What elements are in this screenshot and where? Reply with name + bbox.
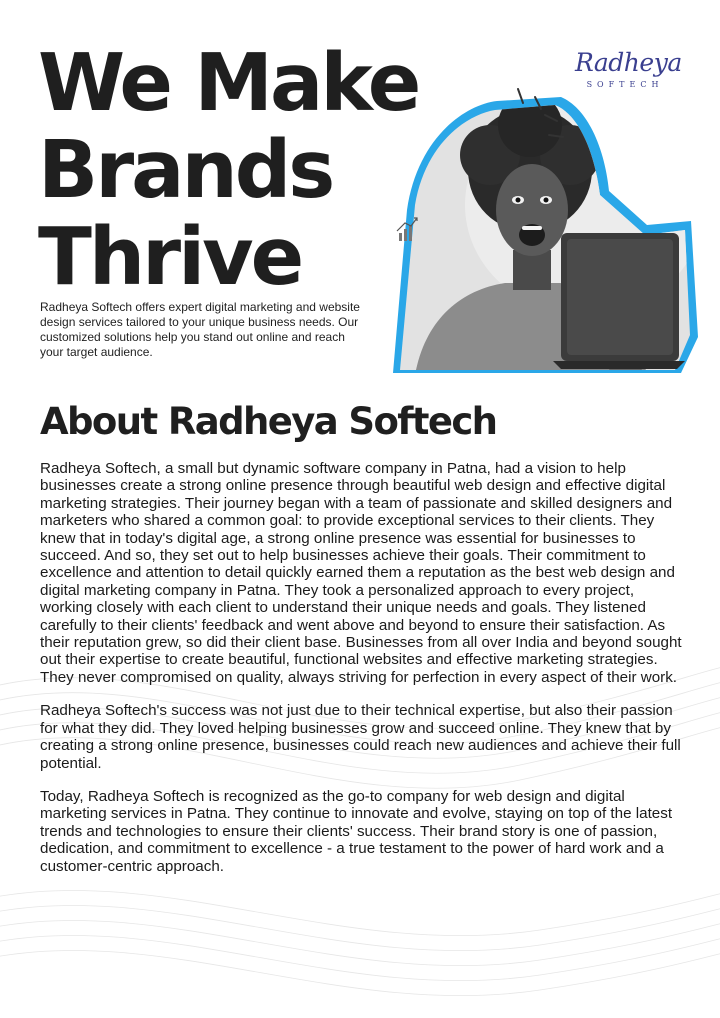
headline-line-1: We Make: [38, 37, 419, 129]
logo-subtitle: SOFTECH: [586, 80, 664, 89]
hero-illustration: [385, 85, 705, 375]
about-paragraph-1: Radheya Softech, a small but dynamic software company in Patna, had a vision to help businesses create a strong online presence through beautiful web design and effective digital marketing strategies. Their journey began with a team of passionate and skilled designers and marketers who shared a common goal: to provide exceptional services to their clients. They knew that in today's digital age, a strong online presence was essential for businesses to succeed. And so, they set out to help businesses achieve their goals. Their commitment to excellence and attention to detail quickly earned them a reputation as the best web design and digital marketing company in Patna. They took a personalized approach to every project, working closely with each client to understand their unique needs and goals. They listened carefully to their clients' feedback and went above and beyond to ensure their satisfaction. As their reputation grew, so did their client base. Businesses from all over India and beyond sought out their expertise to create beautiful, functional websites and effective marketing strategies. They never compromised on quality, always striving for perfection in every aspect of their work.: [40, 460, 682, 686]
laptop-shape: [553, 233, 685, 369]
about-body: [40, 460, 685, 891]
headline-line-3: Thrive: [38, 211, 302, 303]
headline-line-2: Brands: [38, 124, 333, 216]
about-paragraph-2: Radheya Softech's success was not just due to their technical expertise, but also their passion for what they did. They loved helping businesses grow and succeed online. They knew that by creating a strong online presence, businesses could reach new audiences and achieve their full potential.: [40, 702, 681, 772]
company-logo: [575, 48, 682, 89]
about-title: About Radheya Softech: [40, 400, 497, 443]
hero-headline: [38, 37, 419, 303]
intro-text: Radheya Softech offers expert digital marketing and website design services tailored to your unique business needs. Our customized solutions help you stand out online and reach your target audience.: [40, 300, 360, 359]
about-paragraph-3: Today, Radheya Softech is recognized as the go-to company for web design and digital marketing services in Patna. They continue to innovate and evolve, staying on top of the latest trends and technologies to ensure their clients' success. Their brand story is one of passion, dedication, and commitment to excellence - a true testament to the power of hard work and a customer-centric approach.: [40, 787, 673, 875]
logo-name: Radheya: [575, 48, 682, 77]
